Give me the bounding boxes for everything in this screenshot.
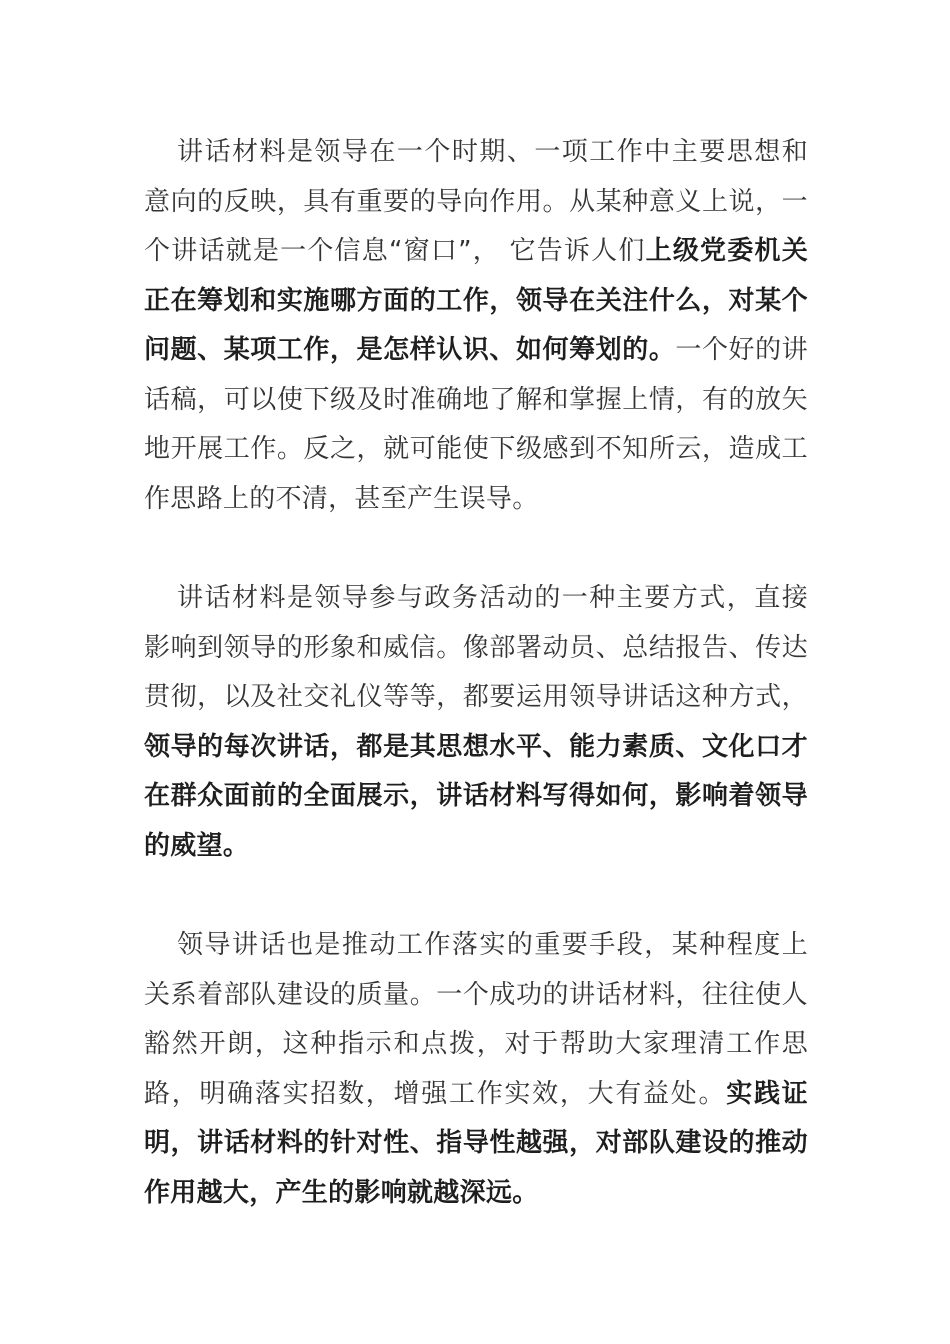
paragraph-3	[144, 921, 808, 1218]
paragraph-3-text: 领导讲话也是推动工作落实的重要手段，某种程度上关系着部队建设的质量。一个成功的讲话材料，往往使人豁然开朗，这种指示和点拨，对于帮助大家理清工作思路，明确落实招数，增强工作实效，大有益处。	[144, 930, 808, 1109]
paragraph-1-text-after: 一个好的讲话稿，可以使下级及时准确地了解和掌握上情，有的放矢地开展工作。反之，就可能使下级感到不知所云，造成工作思路上的不清，甚至产生误导。	[144, 335, 808, 514]
paragraph-2-text: 讲话材料是领导参与政务活动的一种主要方式，直接影响到领导的形象和威信。像部署动员、总结报告、传达贯彻，以及社交礼仪等等，都要运用领导讲话这种方式，	[144, 583, 808, 712]
paragraph-1-text: 讲话材料是领导在一个时期、一项工作中主要思想和意向的反映，具有重要的导向作用。从某种意义上说，一个讲话就是一个信息“窗口”， 它告诉人们	[144, 137, 808, 266]
paragraph-2-bold-text: 领导的每次讲话，都是其思想水平、能力素质、文化口才在群众面前的全面展示，讲话材料写得如何，影响着领导的威望。	[144, 731, 808, 861]
paragraph-1	[144, 128, 808, 524]
paragraph-2	[144, 574, 808, 871]
document-body	[144, 128, 808, 1218]
paragraph-1-bold-text: 上级党委机关正在筹划和实施哪方面的工作，领导在关注什么，对某个问题、某项工作，是怎样认识、如何筹划的。	[144, 236, 808, 365]
paragraph-3-bold-text: 实践证明，讲话材料的针对性、指导性越强，对部队建设的推动作用越大，产生的影响就越深远。	[144, 1078, 808, 1208]
